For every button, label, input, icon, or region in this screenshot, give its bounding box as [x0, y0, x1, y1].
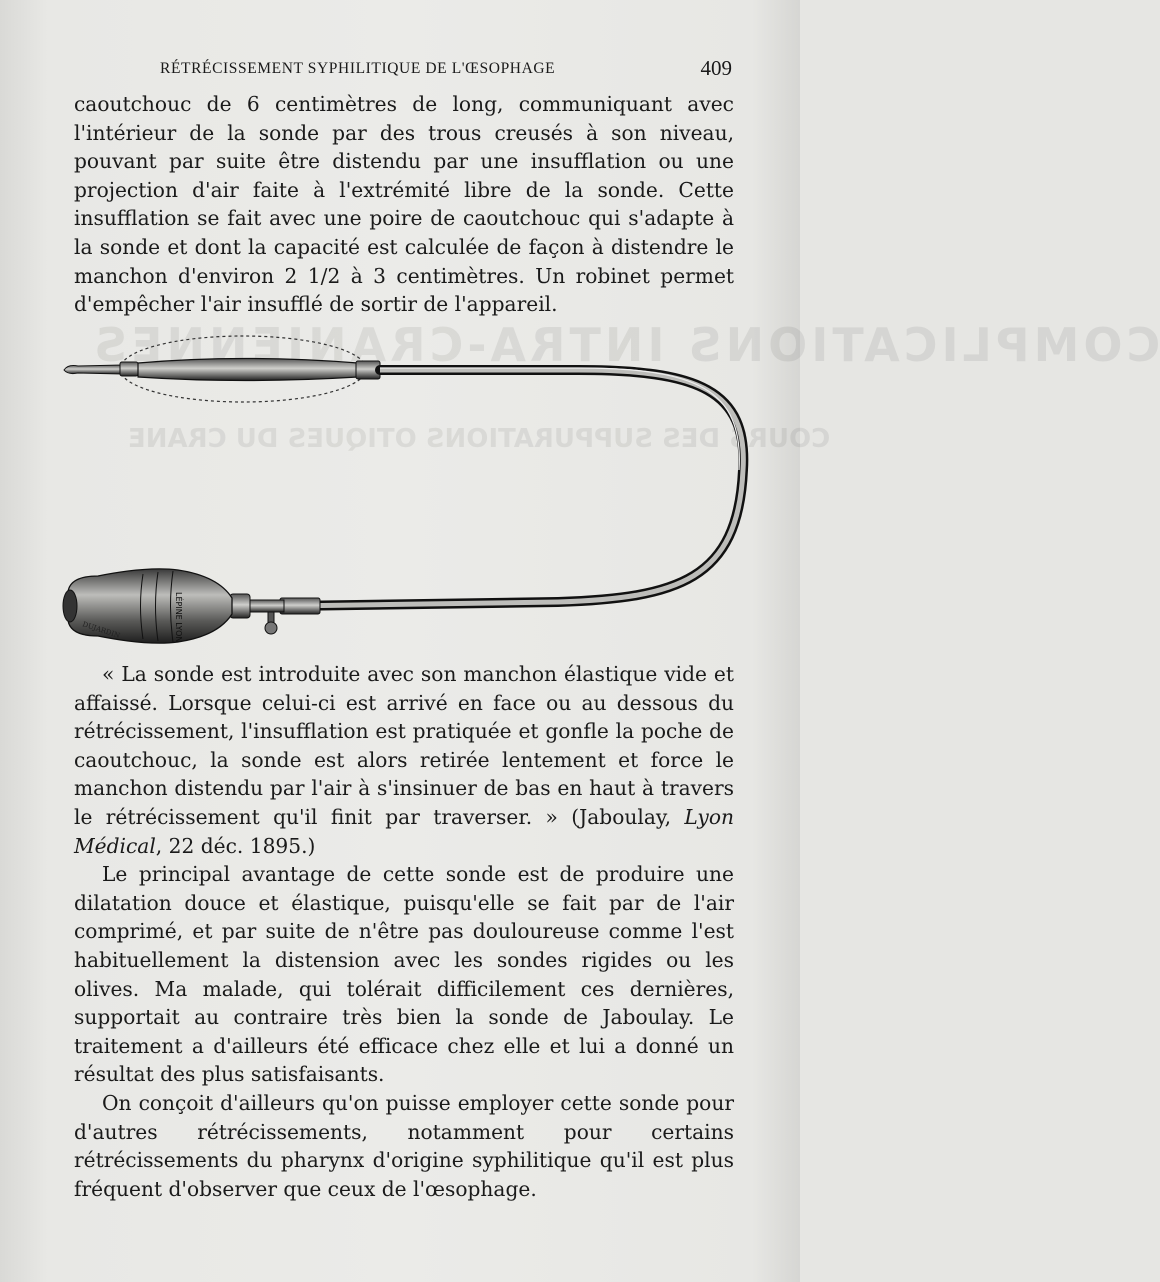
rubber-sleeve: [138, 359, 358, 381]
top-paragraph-block: [74, 90, 734, 319]
bulb-nozzle: [230, 594, 250, 618]
stopcock-key: [265, 622, 277, 634]
sonde-tip: [64, 365, 122, 374]
sonde-drawing: [58, 330, 758, 650]
flexible-tube: [288, 370, 743, 606]
stopcock-body: [248, 600, 284, 612]
running-header: [160, 56, 732, 84]
paragraph-3: On conçoit d'ailleurs qu'on puisse employer cette sonde pour d'autres rétrécissements, notamment pour certains rétrécissements du pharynx d'origine syphilitique qu'il est plus fréquent d'observer que ceux de l'œsophage.: [74, 1090, 734, 1201]
flexible-tube-outline: [288, 370, 743, 606]
bleed-through-text: COMPLICATIONS INTRA-CRANIENNES: [90, 318, 1160, 372]
tip-ring: [120, 362, 138, 376]
paragraph-2: Le principal avantage de cette sonde est de produire une dilatation douce et élastique, puisqu'elle se fait par de l'air comprimé, et par suite de n'être pas douloureuse comme l'est habituellement la distension avec les sondes rigides ou les olives. Ma malade, qui tolérait difficilement ces dernières, supportait au contraire très bien la sonde de Jaboulay. Le traitement a d'ailleurs été efficace chez elle et lui a donné un résultat des plus satisfaisants.: [74, 862, 734, 1087]
jaboulay-sonde-illustration: [58, 330, 758, 650]
bulb-end: [63, 590, 77, 622]
quote-paragraph: [74, 660, 734, 860]
page-number: 409: [700, 56, 732, 80]
citation-date: , 22 déc. 1895.): [155, 833, 316, 858]
top-paragraph: caoutchouc de 6 centimètres de long, communiquant avec l'intérieur de la sonde par des trous creusés à son niveau, pouvant par suite être distendu par une insufflation ou une projection d'air faite à l'extrémité libre de la sonde. Cette insufflation se fait avec une poire de caoutchouc qui s'adapte à la sonde et dont la capacité est calculée de façon à distendre le manchon d'environ 2 1/2 à 3 centimètres. Un robinet permet d'empêcher l'air insufflé de sortir de l'appareil.: [74, 92, 734, 317]
rubber-bulb: [68, 569, 232, 643]
engraver-signature: DUJARDIN: [81, 620, 121, 640]
quote-text: « La sonde est introduite avec son manchon élastique vide et affaissé. Lorsque celui-ci est arrivé en face ou au dessous du rétrécissement, l'insufflation est pratiquée et gonfle la poche de caoutchouc, la sonde est alors retirée lentement et force le manchon distendu par l'air à s'insinuer de bas en haut à travers le rétrécissement qu'il finit par traverser. » (Jaboulay,: [74, 662, 734, 829]
metal-connector: [280, 598, 320, 614]
bleed-through-text: COURS DES SUPPURATIONS OTIQUES DU CRANE: [128, 424, 831, 454]
main-text-block: [74, 660, 734, 1203]
bulb-engraving: LÉPINE LYON: [174, 592, 183, 643]
running-title: RÉTRÉCISSEMENT SYPHILITIQUE DE L'ŒSOPHAGE: [160, 60, 556, 77]
citation-source: Lyon Médical: [74, 804, 734, 858]
